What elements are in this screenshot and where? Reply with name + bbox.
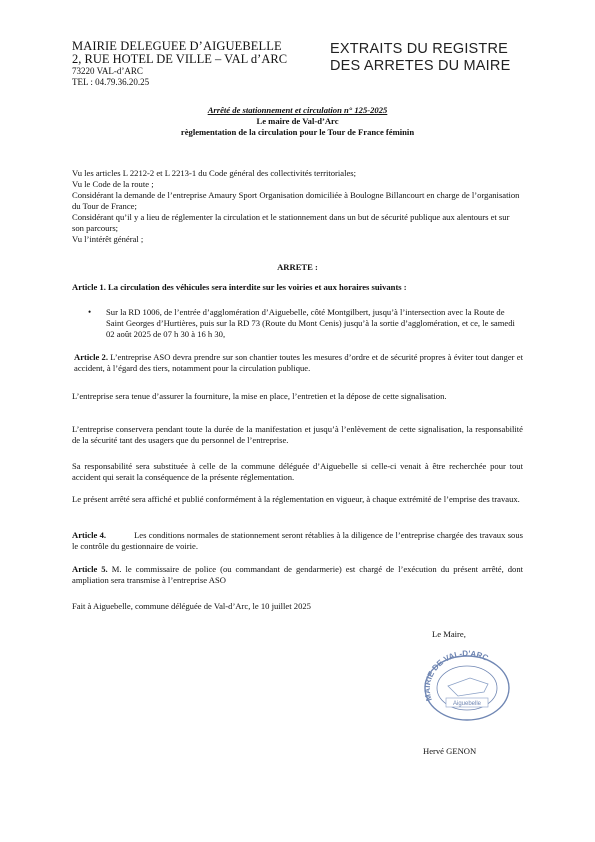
subject-line: règlementation de la circulation pour le Tour de France féminin [180, 127, 415, 137]
article-4-label: Article 4. [72, 530, 107, 540]
mairie-postal: 73220 VAL-d’ARC [72, 66, 143, 76]
considerants-block [72, 168, 523, 245]
article-4-text: Les conditions normales de stationnement seront rétablies à la diligence de l’entreprise chargée des travaux sous le contrôle du gestionnaire de voirie. [72, 530, 523, 551]
paragraph: L’entreprise sera tenue d’assurer la fourniture, la mise en place, l’entretien et la dépose de cette signalisation. [72, 391, 447, 401]
article-5 [72, 564, 523, 586]
stamp-outer-text: MAIRIE DE VAL-D'ARC [422, 648, 490, 702]
maire-line: Le maire de Val-d’Arc [256, 116, 339, 126]
arrete-number: Arrêté de stationnement et circulation n° 125-2025 [207, 105, 388, 115]
considerant-item: Considérant qu’il y a lieu de réglementer la circulation et le stationnement dans un but de sécurité publique aux alentours et sur son parcours; [72, 212, 510, 233]
registre-line-1: EXTRAITS DU REGISTRE [330, 41, 509, 57]
article-4 [72, 530, 523, 552]
article-1-bullet-text: Sur la RD 1006, de l’entrée d’agglomération d’Aiguebelle, côté Montgilbert, jusqu’à l’intersection avec la Route de Saint Georges d’Hurtières, puis sur la RD 73 (Route du Mont Cenis) jusqu’à la sortie d’agglomération, et ce, le samedi 02 août 2025 de 07 h 30 à 16 h 30, [106, 307, 515, 339]
article-1-label: Article 1. [72, 282, 106, 292]
considerant-item: Vu l’intérêt général ; [72, 234, 144, 244]
mairie-header [72, 40, 287, 88]
fait-line: Fait à Aiguebelle, commune déléguée de Val-d’Arc, le 10 juillet 2025 [72, 601, 311, 611]
paragraph: L’entreprise conservera pendant toute la durée de la manifestation et jusqu’à l’enlèvement de cette signalisation, la responsabilité de la sécurité tant des usagers que du personnel de l’entreprise. [72, 424, 523, 445]
le-maire-label: Le Maire, [432, 629, 466, 639]
article-2-label: Article 2. [74, 352, 108, 362]
article-1-text: La circulation des véhicules sera interdite sur les voiries et aux horaires suivants : [105, 282, 407, 292]
mairie-stamp [418, 648, 516, 722]
article-2 [74, 352, 523, 374]
signatory-name: Hervé GENON [423, 746, 477, 756]
stamp-inner-text: Aiguebelle [452, 701, 482, 707]
article-1-bullet [88, 307, 523, 340]
document-title [72, 105, 523, 138]
considerant-item: Vu le Code de la route ; [72, 179, 154, 189]
article-5-label: Article 5. [72, 564, 108, 574]
mairie-address: 2, RUE HOTEL DE VILLE – VAL d’ARC [72, 52, 288, 66]
registre-line-2: DES ARRETES DU MAIRE [330, 58, 511, 74]
article-1 [72, 282, 523, 293]
mairie-name: MAIRIE DELEGUEE D’AIGUEBELLE [72, 39, 282, 53]
article-5-text: M. le commissaire de police (ou commandant de gendarmerie) est chargé de l’exécution du présent arrêté, dont ampliation sera transmise à l’entreprise ASO [72, 564, 524, 585]
considerant-item: Vu les articles L 2212-2 et L 2213-1 du Code général des collectivités territoriales; [72, 168, 357, 178]
paragraph: Le présent arrêté sera affiché et publié conformément à la réglementation en vigueur, à chaque extrémité de l’emprise des travaux. [72, 494, 520, 504]
considerant-item: Considérant la demande de l’entreprise Amaury Sport Organisation domiciliée à Boulogne Billancourt en charge de l’organisation du Tour de France; [72, 190, 520, 211]
paragraph: Sa responsabilité sera substituée à celle de la commune déléguée d’Aiguebelle si celle-ci venait à être recherchée pour tout accident qui serait la conséquence de la présente réglementation. [72, 461, 523, 482]
article-2-text: L’entreprise ASO devra prendre sur son chantier toutes les mesures d’ordre et de sécurité propres à éviter tout danger et accident, à l’égard des tiers, notamment pour la circulation publique. [74, 352, 523, 373]
arrete-heading: ARRETE : [277, 262, 318, 272]
registre-title [330, 41, 510, 75]
bullet-icon: • [88, 307, 92, 317]
mairie-phone: TEL : 04.79.36.20.25 [72, 77, 150, 87]
